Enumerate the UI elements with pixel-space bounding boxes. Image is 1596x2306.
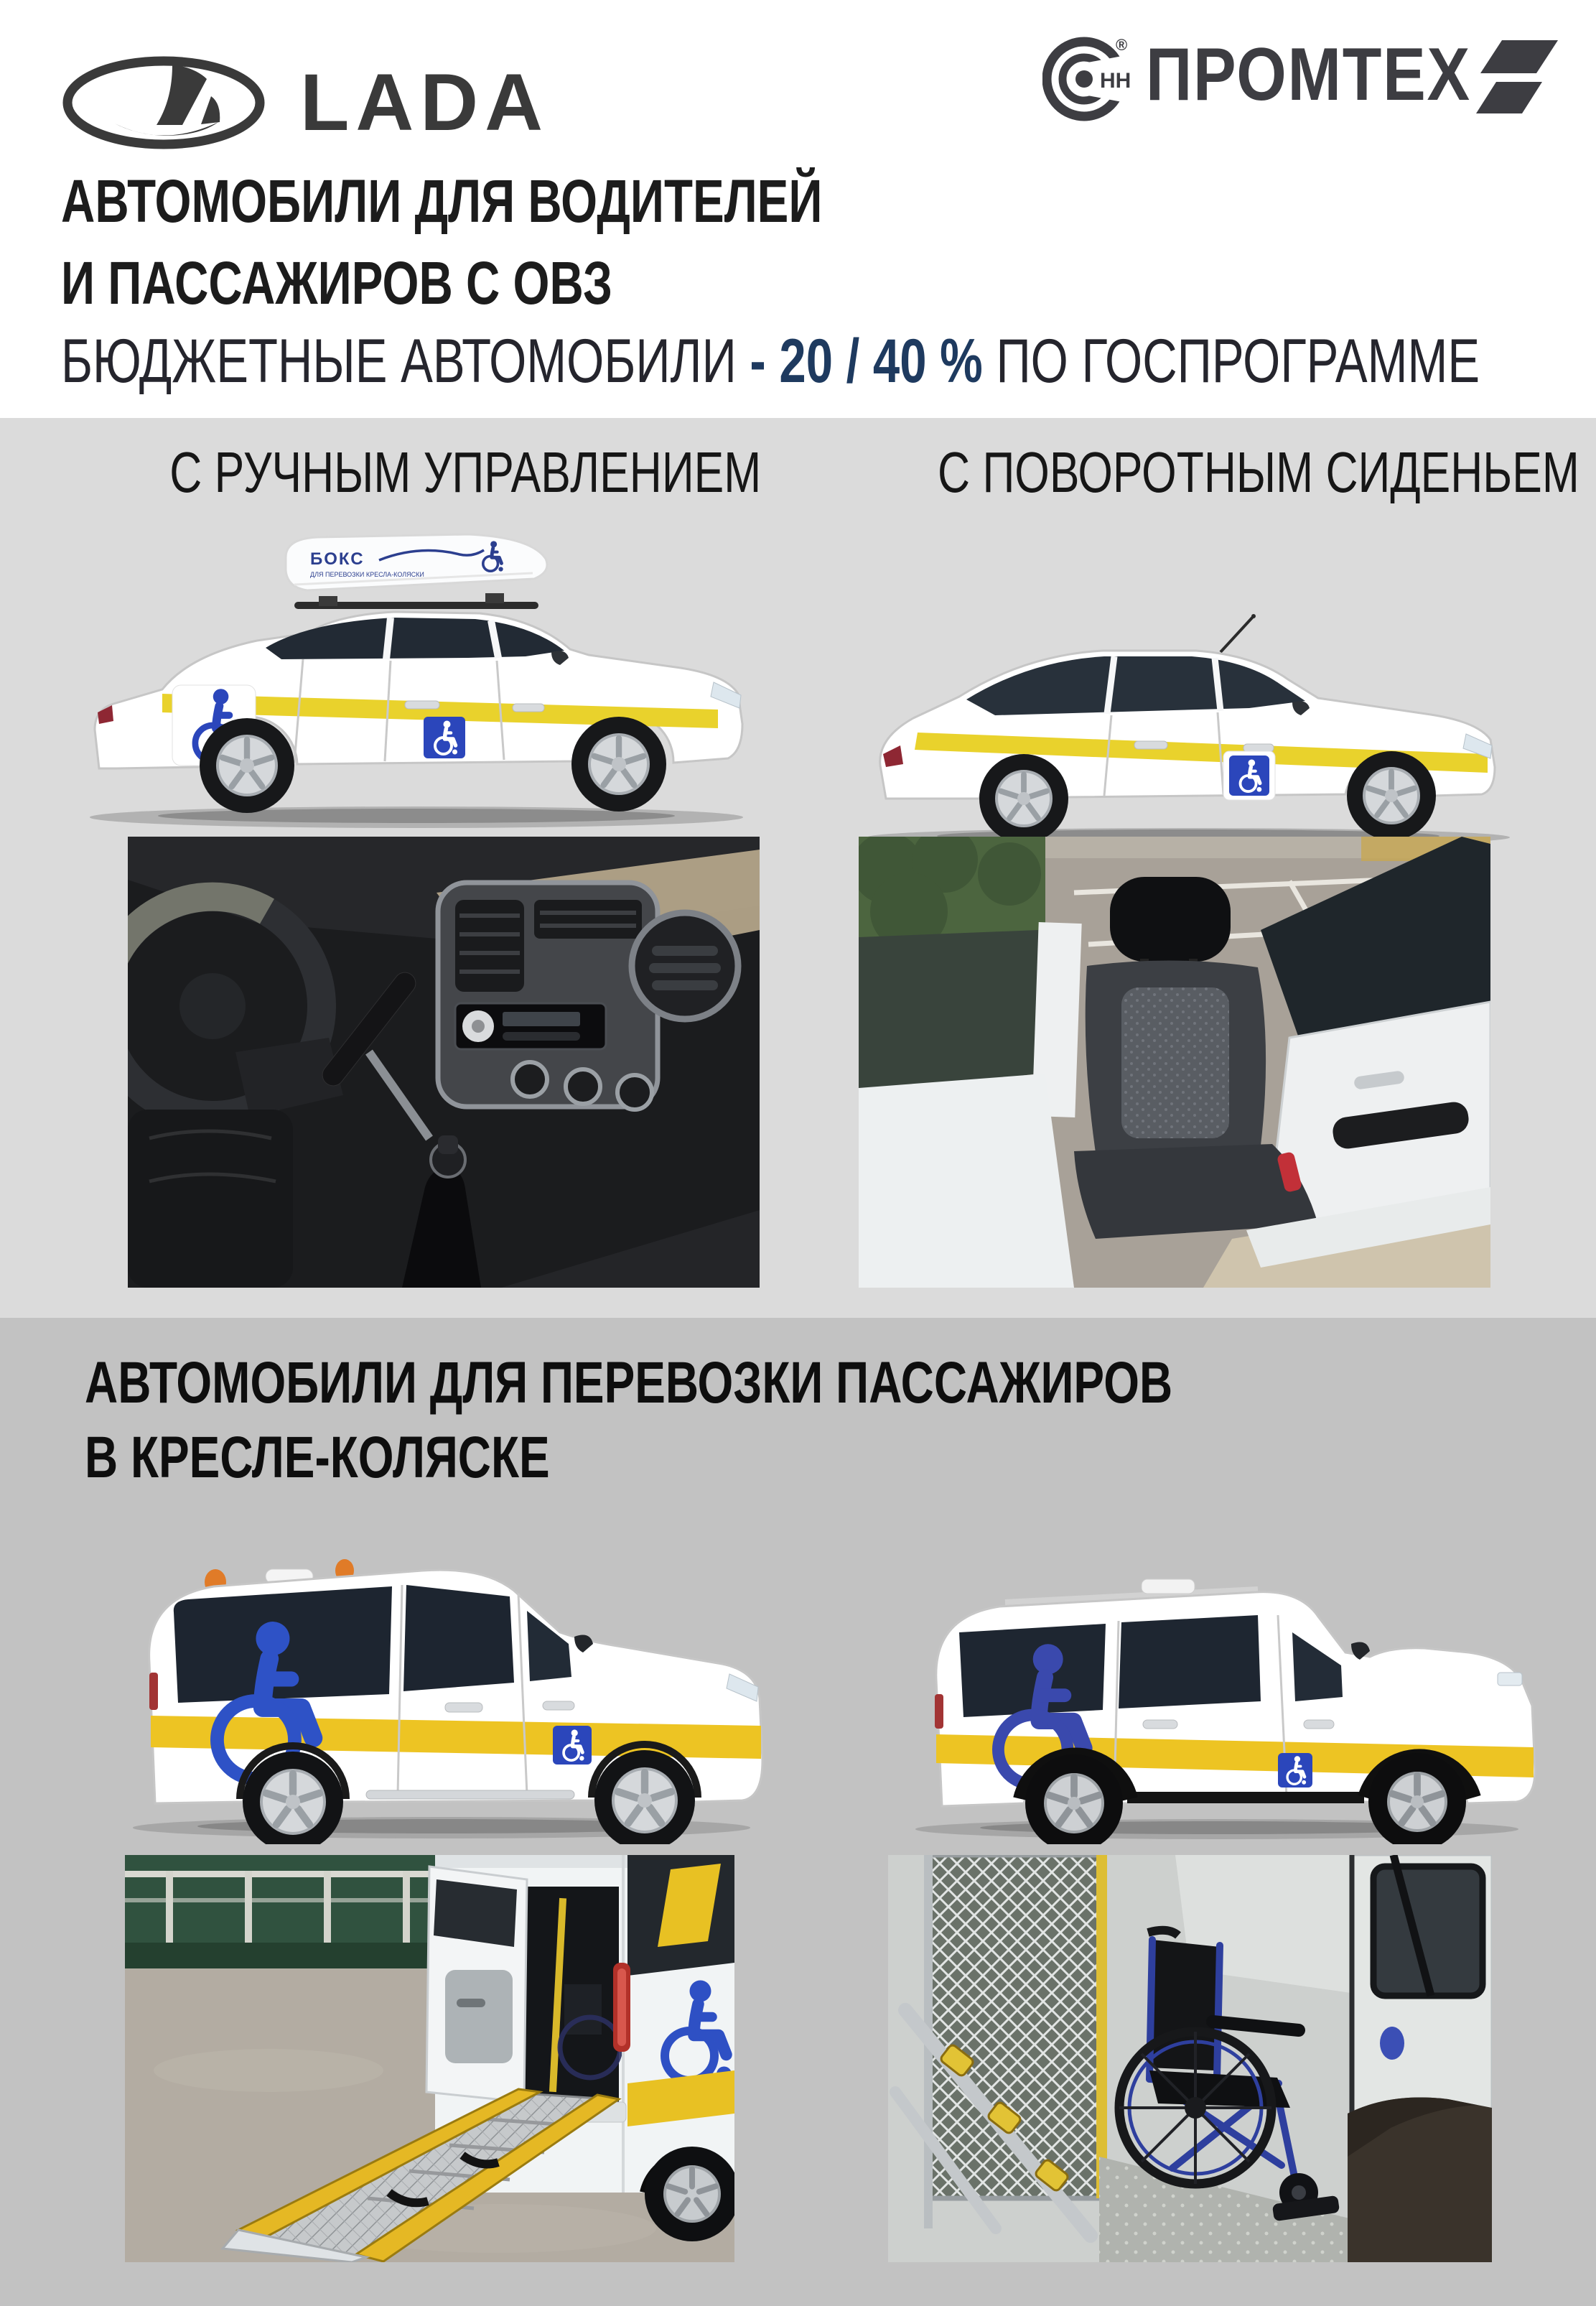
promteh-stripes-icon [1473, 40, 1564, 116]
partner-badge: НН [1100, 69, 1131, 93]
swivel-seat-heading: С ПОВОРОТНЫМ СИДЕНЬЕМ [938, 440, 1579, 504]
swivel-seat-photo [859, 837, 1490, 1288]
subtitle-suffix: ПО ГОСПРОГРАММЕ [982, 327, 1480, 396]
rear-ramp-photo [125, 1855, 734, 2262]
section-wheelchair-transport [0, 1318, 1596, 2306]
wheelchair-interior-photo [888, 1855, 1492, 2262]
roof-box [286, 534, 547, 609]
promteh-emblem-icon [1042, 30, 1137, 125]
wheelchair-heading-line2: В КРЕСЛЕ-КОЛЯСКЕ [85, 1425, 550, 1490]
roofbox-sublabel: ДЛЯ ПЕРЕВОЗКИ КРЕСЛА-КОЛЯСКИ [310, 571, 424, 578]
rear-wheel [200, 718, 294, 813]
vesta-roofbox-car-illustration [66, 531, 773, 833]
page-title-line1: АВТОМОБИЛИ ДЛЯ ВОДИТЕЛЕЙ [61, 167, 823, 235]
granta-liftback-car-illustration [847, 610, 1536, 851]
subtitle-discount: - 20 / 40 % [750, 327, 983, 396]
section-adapted-driving [0, 418, 1596, 1318]
largus-van-illustration [108, 1510, 779, 1844]
wheelchair-heading-line1: АВТОМОБИЛИ ДЛЯ ПЕРЕВОЗКИ ПАССАЖИРОВ [85, 1350, 1173, 1415]
front-wheel [571, 717, 666, 812]
page-title-line2: И ПАССАЖИРОВ С ОВЗ [61, 249, 613, 317]
front-wheel [1347, 751, 1436, 840]
hand-control-heading: С РУЧНЫМ УПРАВЛЕНИЕМ [169, 440, 762, 504]
rear-wheel [979, 754, 1068, 843]
hand-control-interior-photo [128, 837, 760, 1288]
lada-logo-icon [59, 55, 269, 151]
brand-wordmark: LADA [300, 57, 550, 147]
partner-wordmark: ПРОМТЕХ [1146, 33, 1471, 116]
registered-mark: ® [1116, 36, 1128, 54]
roofbox-label: БОКС [310, 549, 365, 569]
subtitle-text: БЮДЖЕТНЫЕ АВТОМОБИЛИ [61, 327, 750, 396]
niva-van-illustration [890, 1525, 1547, 1844]
